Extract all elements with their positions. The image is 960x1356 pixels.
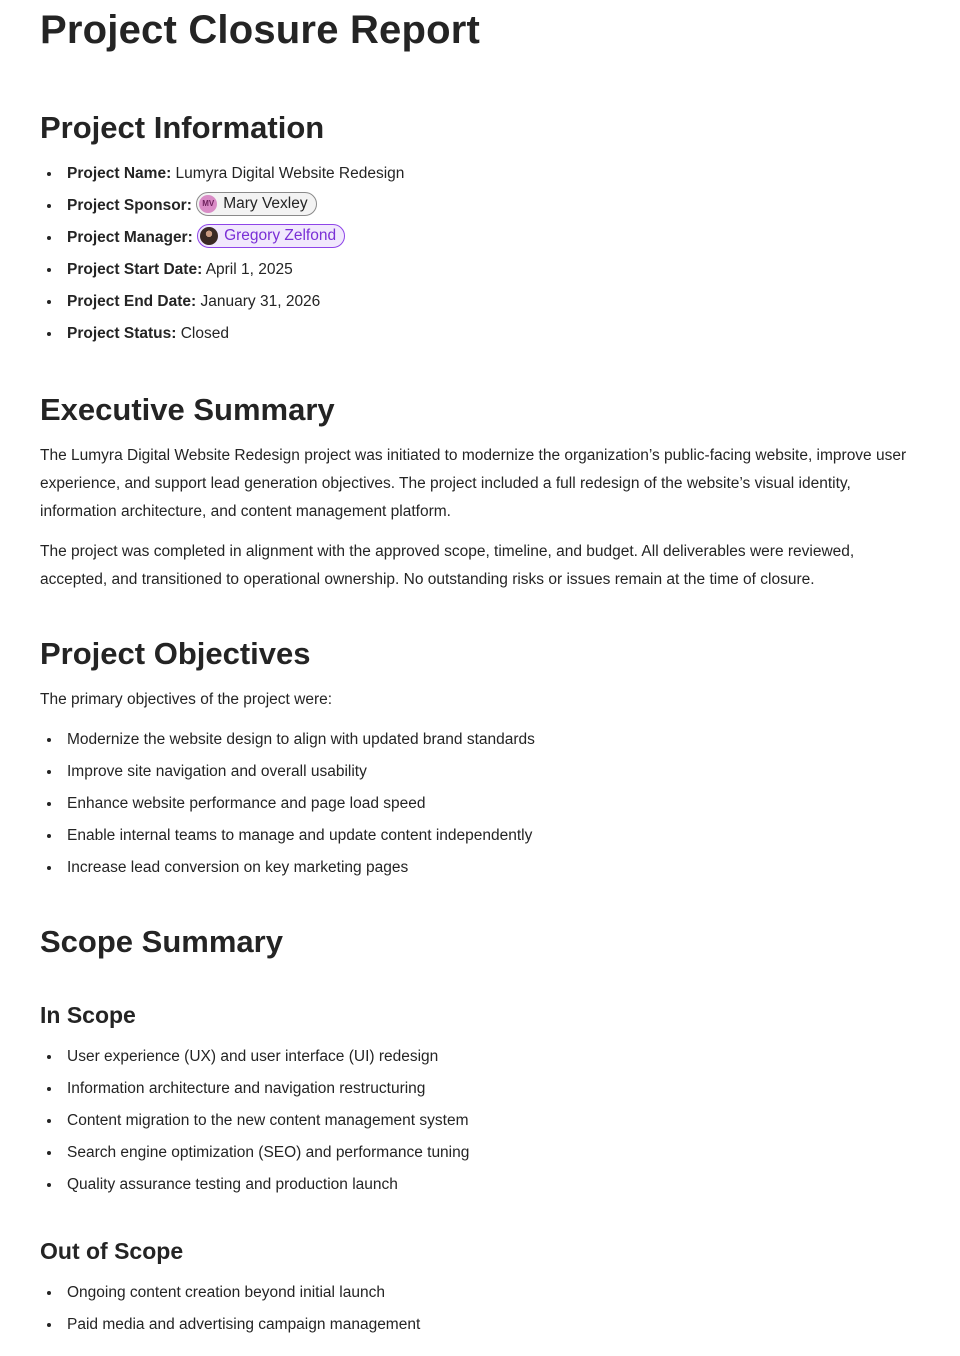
list-item bbox=[40, 254, 404, 286]
heading-out-of-scope: Out of Scope bbox=[40, 1238, 184, 1264]
document-title: Project Closure Report bbox=[40, 8, 481, 52]
heading-executive-summary: Executive Summary bbox=[40, 392, 335, 427]
in-scope-list bbox=[40, 1041, 469, 1201]
heading-project-objectives: Project Objectives bbox=[40, 636, 311, 671]
list-item: Content migration to the new content management system bbox=[40, 1105, 469, 1137]
paragraph: The Lumyra Digital Website Redesign project was initiated to modernize the organization’s public-facing website, improve user experience, and support lead generation objectives. The project included a full redesign of the website’s visual identity, information architecture, and content management platform. bbox=[40, 447, 907, 520]
list-item: Quality assurance testing and production launch bbox=[40, 1169, 469, 1201]
list-item: Information architecture and navigation restructuring bbox=[40, 1073, 469, 1105]
paragraph-intro: The primary objectives of the project were: bbox=[40, 691, 333, 708]
list-item: Improve site navigation and overall usability bbox=[40, 756, 535, 788]
field-label: Project Status: bbox=[67, 325, 177, 342]
field-value: April 1, 2025 bbox=[205, 261, 293, 278]
person-chip-sponsor[interactable] bbox=[196, 192, 316, 216]
out-of-scope-list bbox=[40, 1277, 420, 1341]
person-name: Mary Vexley bbox=[223, 194, 308, 212]
heading-project-information: Project Information bbox=[40, 110, 325, 145]
photo-avatar-icon bbox=[200, 227, 218, 245]
field-value: Lumyra Digital Website Redesign bbox=[175, 165, 405, 182]
field-label: Project Manager: bbox=[67, 229, 193, 246]
list-item bbox=[40, 158, 404, 190]
heading-in-scope: In Scope bbox=[40, 1002, 136, 1028]
field-value: January 31, 2026 bbox=[200, 293, 321, 310]
list-item: Search engine optimization (SEO) and performance tuning bbox=[40, 1137, 469, 1169]
list-item bbox=[40, 190, 404, 222]
objectives-list bbox=[40, 724, 535, 884]
list-item bbox=[40, 286, 404, 318]
heading-scope-summary: Scope Summary bbox=[40, 924, 283, 959]
list-item: Modernize the website design to align with updated brand standards bbox=[40, 724, 535, 756]
list-item: Enable internal teams to manage and update content independently bbox=[40, 820, 535, 852]
field-value: Closed bbox=[180, 325, 229, 342]
paragraph: The project was completed in alignment with the approved scope, timeline, and budget. All deliverables were reviewed, accepted, and transitioned to operational ownership. No outstanding risks or issues remain at the time of closure. bbox=[40, 543, 855, 588]
initials-avatar-icon: MV bbox=[199, 195, 217, 213]
list-item: Paid media and advertising campaign management bbox=[40, 1309, 420, 1341]
list-item: Ongoing content creation beyond initial launch bbox=[40, 1277, 420, 1309]
person-chip-manager[interactable] bbox=[197, 224, 345, 248]
field-label: Project Name: bbox=[67, 165, 172, 182]
field-label: Project End Date: bbox=[67, 293, 197, 310]
list-item: User experience (UX) and user interface (UI) redesign bbox=[40, 1041, 469, 1073]
field-label: Project Sponsor: bbox=[67, 197, 192, 214]
list-item: Enhance website performance and page load speed bbox=[40, 788, 535, 820]
project-information-list bbox=[40, 158, 404, 350]
list-item: Increase lead conversion on key marketing pages bbox=[40, 852, 535, 884]
list-item bbox=[40, 318, 404, 350]
person-name: Gregory Zelfond bbox=[224, 226, 337, 244]
field-label: Project Start Date: bbox=[67, 261, 203, 278]
list-item bbox=[40, 222, 404, 254]
